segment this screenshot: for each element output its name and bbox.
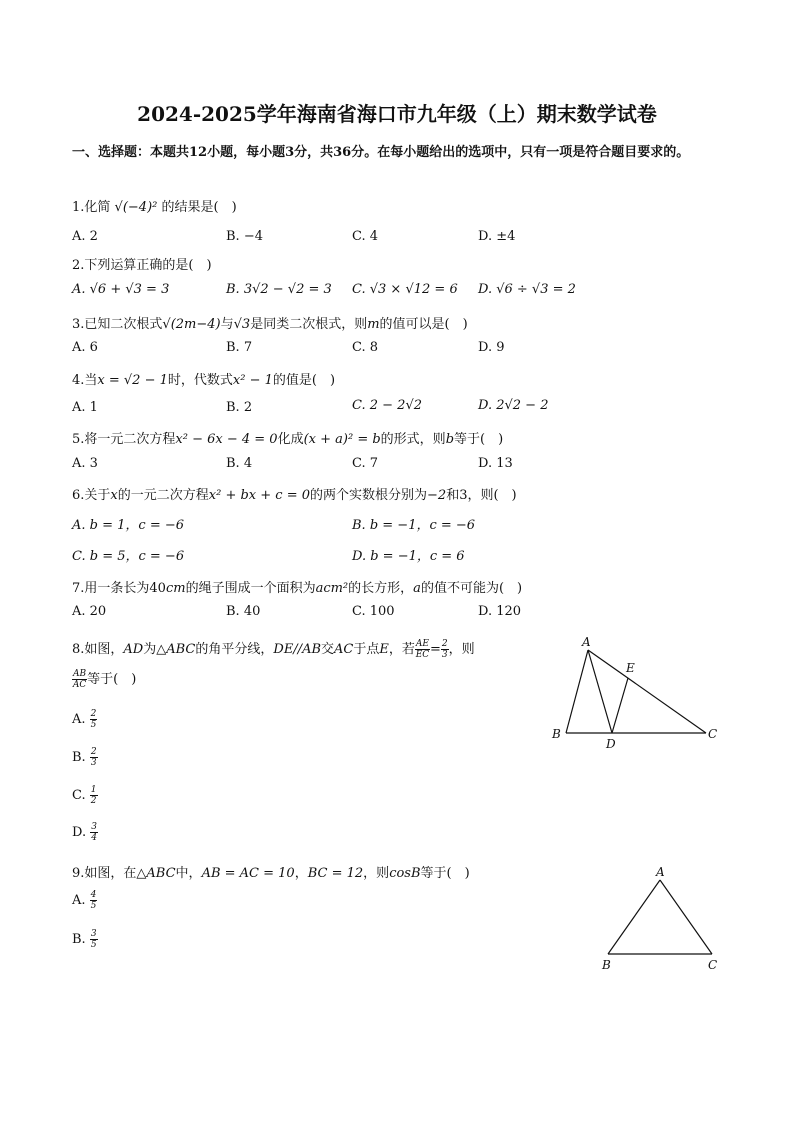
q8-stem-d: 交 xyxy=(321,642,335,657)
segment-ac xyxy=(660,880,712,954)
q8-equals: = xyxy=(429,642,441,657)
vertex-label-d: D xyxy=(606,737,616,750)
q8-stem-g: ，则 xyxy=(448,642,475,657)
q4-option-c: C. 2 − 2√2 xyxy=(352,398,423,413)
q6-stem-b: 的一元二次方程 xyxy=(117,488,209,503)
q1-option-d: D. ±4 xyxy=(478,229,516,244)
q7-option-d: D. 120 xyxy=(478,604,522,619)
q3-option-c: C. 8 xyxy=(352,340,379,355)
q8-line-2 xyxy=(72,668,136,690)
q1-option-b: B. −4 xyxy=(226,229,263,244)
q8-option-b xyxy=(72,747,98,768)
q3-stem-b: 与 xyxy=(220,317,234,332)
q7-math-1: acm² xyxy=(315,581,349,596)
q8-math-ad: AD xyxy=(123,642,144,657)
q8-frac-den: EC xyxy=(415,650,430,660)
q8-option-b-num: 2 xyxy=(90,747,97,757)
q4-math-2: x² − 1 xyxy=(232,373,273,388)
q8-option-b-letter: B. xyxy=(72,750,86,765)
page-title: 2024-2025学年海南省海口市九年级（上）期末数学试卷 xyxy=(137,102,657,126)
q8-math-e: E xyxy=(379,642,389,657)
question-9 xyxy=(72,862,470,881)
q5-math-1: x² − 6x − 4 = 0 xyxy=(175,432,278,447)
q5-option-a: A. 3 xyxy=(72,456,98,471)
q3-stem-c: 是同类二次根式，则 xyxy=(250,317,368,332)
q6-option-a: A. b = 1，c = −6 xyxy=(72,518,185,533)
question-6 xyxy=(72,484,517,503)
q8-option-a-letter: A. xyxy=(72,712,86,727)
q8-option-a xyxy=(72,709,97,730)
vertex-label-a: A xyxy=(656,865,665,879)
q8-ratio-num: 2 xyxy=(441,639,448,649)
q5-stem-c: 的形式，则 xyxy=(380,432,446,447)
q9-math-sides: AB = AC = 10 xyxy=(201,866,295,881)
q8-math-triangle: △ABC xyxy=(156,642,196,657)
q8-option-c-den: 2 xyxy=(90,796,97,806)
section-heading: 一、选择题：本题共12小题，每小题3分，共36分。在每小题给出的选项中，只有一项是符合题目要求的。 xyxy=(72,145,690,160)
q6-math-2: −2 xyxy=(427,488,447,503)
q5-option-b: B. 4 xyxy=(226,456,253,471)
q7-option-c: C. 100 xyxy=(352,604,395,619)
q4-option-d: D. 2√2 − 2 xyxy=(478,398,549,413)
question-3 xyxy=(72,313,468,332)
q8-frac-num: AE xyxy=(415,639,429,649)
q8-ab: AB xyxy=(73,669,87,679)
q6-stem-d: 和3，则( ) xyxy=(446,488,517,503)
q3-var: m xyxy=(367,317,380,332)
q9-option-a xyxy=(72,890,97,911)
q8-ac: AC xyxy=(72,680,87,690)
q9-stem-e: 等于( ) xyxy=(420,866,470,881)
q8-option-b-frac xyxy=(90,747,98,768)
question-1 xyxy=(72,196,237,215)
q8-math-parallel: DE//AB xyxy=(273,642,322,657)
q6-var: x xyxy=(110,488,118,503)
q8-fraction-2-3 xyxy=(441,639,449,660)
q4-stem-c: 的值是( ) xyxy=(272,373,336,388)
q6-option-b: B. b = −1，c = −6 xyxy=(352,518,476,533)
q1-stem-b: 的结果是( ) xyxy=(161,200,237,215)
q1-stem-a: 1.化简 xyxy=(72,200,111,215)
q9-option-b-letter: B. xyxy=(72,932,86,947)
question-5 xyxy=(72,428,503,447)
q9-option-a-frac xyxy=(90,890,98,911)
vertex-label-c: C xyxy=(708,727,718,741)
q6-stem-a: 6.关于 xyxy=(72,488,111,503)
q6-option-c: C. b = 5，c = −6 xyxy=(72,549,185,564)
q7-option-b: B. 40 xyxy=(226,604,261,619)
segment-ac xyxy=(588,650,706,733)
q8-option-a-frac xyxy=(90,709,98,730)
q9-option-b-num: 3 xyxy=(90,929,97,939)
q5-option-d: D. 13 xyxy=(478,456,513,471)
q1-option-c: C. 4 xyxy=(352,229,379,244)
segment-ab xyxy=(608,880,660,954)
vertex-label-b: B xyxy=(552,727,561,741)
question-8 xyxy=(72,638,475,660)
q7-var: a xyxy=(413,581,421,596)
q8-option-c-num: 1 xyxy=(90,785,97,795)
q3-option-d: D. 9 xyxy=(478,340,505,355)
segment-de xyxy=(612,678,628,733)
q8-stem-c: 的角平分线， xyxy=(195,642,274,657)
q9-stem-b: 中， xyxy=(175,866,202,881)
q8-fraction-ae-ec xyxy=(415,639,430,660)
q8-stem-f: ，若 xyxy=(388,642,415,657)
q7-stem-d: 的值不可能为( ) xyxy=(420,581,523,596)
question-2: 2.下列运算正确的是( ) xyxy=(72,258,212,273)
q9-option-a-letter: A. xyxy=(72,893,86,908)
q9-option-a-num: 4 xyxy=(90,890,97,900)
q2-option-c: C. √3 × √12 = 6 xyxy=(352,282,458,297)
segment-ad xyxy=(588,650,612,733)
q9-stem-a: 9.如图，在 xyxy=(72,866,137,881)
q7-stem-b: 的绳子围成一个面积为 xyxy=(185,581,316,596)
q9-option-a-den: 5 xyxy=(90,901,97,911)
q9-math-triangle: △ABC xyxy=(136,866,176,881)
q6-option-d: D. b = −1，c = 6 xyxy=(352,549,465,564)
q8-option-d xyxy=(72,822,98,843)
segment-ab xyxy=(566,650,588,733)
q5-stem-a: 5.将一元二次方程 xyxy=(72,432,176,447)
q6-math-1: x² + bx + c = 0 xyxy=(208,488,310,503)
q2-option-a: A. √6 + √3 = 3 xyxy=(72,282,170,297)
q1-radical: √(−4)² xyxy=(114,200,158,215)
q8-stem-e: 于点 xyxy=(353,642,380,657)
q7-stem-a: 7.用一条长为40 xyxy=(72,581,166,596)
vertex-label-a: A xyxy=(582,635,591,649)
question-7 xyxy=(72,577,522,596)
q8-stem-b: 为 xyxy=(143,642,157,657)
q8-option-d-letter: D. xyxy=(72,825,87,840)
q9-stem-c: ， xyxy=(294,866,308,881)
q7-option-a: A. 20 xyxy=(72,604,107,619)
q6-stem-c: 的两个实数根分别为 xyxy=(310,488,428,503)
q5-math-2: (x + a)² = b xyxy=(303,432,381,447)
q5-var: b xyxy=(445,432,455,447)
q9-option-b xyxy=(72,929,98,950)
q9-math-cos: cosB xyxy=(389,866,421,881)
q9-math-bc: BC = 12 xyxy=(307,866,364,881)
q8-option-b-den: 3 xyxy=(90,758,97,768)
q8-option-c xyxy=(72,785,98,806)
q2-option-b: B. 3√2 − √2 = 3 xyxy=(226,282,332,297)
q4-stem-b: 时，代数式 xyxy=(167,373,233,388)
q7-unit: cm xyxy=(165,581,186,596)
q8-option-a-num: 2 xyxy=(90,709,97,719)
vertex-label-b: B xyxy=(602,958,611,972)
q8-option-d-den: 4 xyxy=(91,833,97,843)
q3-radical-2: √3 xyxy=(233,317,251,332)
q8-math-ac: AC xyxy=(334,642,354,657)
q3-option-b: B. 7 xyxy=(226,340,253,355)
q7-stem-c: 的长方形， xyxy=(348,581,414,596)
q3-radical-1: √(2m−4) xyxy=(162,317,221,332)
q1-option-a: A. 2 xyxy=(72,229,98,244)
q8-option-d-num: 3 xyxy=(91,822,97,832)
q8-option-c-frac xyxy=(90,785,98,806)
q8-option-d-frac xyxy=(90,822,98,843)
q4-option-a: A. 1 xyxy=(72,400,98,415)
q9-option-b-frac xyxy=(90,929,98,950)
q5-stem-d: 等于( ) xyxy=(454,432,504,447)
q8-triangle-figure xyxy=(548,630,728,750)
q3-stem-a: 3.已知二次根式 xyxy=(72,317,163,332)
q5-stem-b: 化成 xyxy=(277,432,304,447)
q8-option-a-den: 5 xyxy=(90,720,97,730)
vertex-label-c: C xyxy=(708,958,718,972)
q8-stem-a: 8.如图， xyxy=(72,642,124,657)
q8-ratio-den: 3 xyxy=(441,650,448,660)
q8-stem-h: 等于( ) xyxy=(87,672,137,687)
q9-stem-d: ，则 xyxy=(363,866,390,881)
q8-option-c-letter: C. xyxy=(72,788,86,803)
q4-option-b: B. 2 xyxy=(226,400,253,415)
q9-triangle-figure xyxy=(596,862,726,977)
vertex-label-e: E xyxy=(626,661,635,675)
q2-option-d: D. √6 ÷ √3 = 2 xyxy=(478,282,576,297)
q3-option-a: A. 6 xyxy=(72,340,98,355)
q8-fraction-ab-ac xyxy=(72,669,87,690)
question-4 xyxy=(72,369,335,388)
q3-stem-d: 的值可以是( ) xyxy=(379,317,468,332)
q9-option-b-den: 5 xyxy=(90,940,97,950)
q5-option-c: C. 7 xyxy=(352,456,379,471)
q4-math-1: x = √2 − 1 xyxy=(97,373,168,388)
q4-stem-a: 4.当 xyxy=(72,373,98,388)
